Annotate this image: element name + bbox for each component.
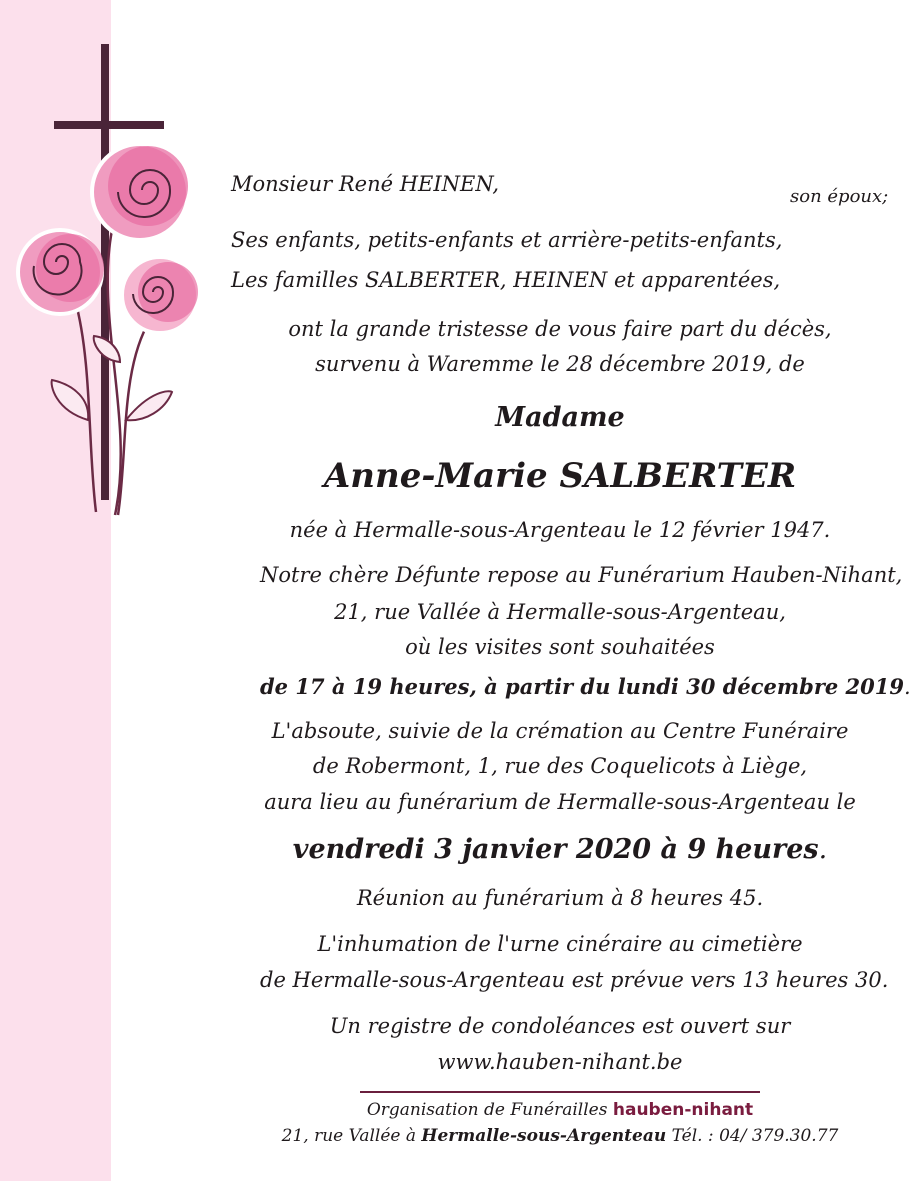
deceased-name: Anne-Marie SALBERTER [323, 456, 797, 496]
visitation-hours-line [260, 674, 911, 699]
footer-address-prefix: 21, rue Vallée à [281, 1126, 417, 1146]
footer-address-city: Hermalle-sous-Argenteau [421, 1126, 667, 1146]
ceremony-date-line [260, 834, 860, 865]
burial-line-1: L'inhumation de l'urne cinéraire au cimetière [317, 932, 803, 956]
announce-line-2: survenu à Waremme le 28 décembre 2019, de [315, 352, 805, 376]
visitation-line-2: 21, rue Vallée à Hermalle-sous-Argenteau, [334, 600, 786, 624]
ceremony-date: vendredi 3 janvier 2020 à 9 heures [292, 834, 819, 865]
footer-address [260, 1126, 860, 1146]
birth-line: née à Hermalle-sous-Argenteau le 12 février 1947. [289, 518, 831, 542]
husband-line: Monsieur René HEINEN, [231, 172, 500, 196]
announce-line-1: ont la grande tristesse de vous faire part du décès, [288, 317, 832, 341]
brand-logo: hauben-nihant [612, 1100, 754, 1120]
footer-org [260, 1100, 860, 1120]
ceremony-line-3: aura lieu au funérarium de Hermalle-sous-Argenteau le [264, 790, 856, 814]
visitation-hours-end: . [904, 675, 911, 699]
ceremony-line-2: de Robermont, 1, rue des Coquelicots à Liège, [312, 754, 808, 778]
deceased-title: Madame [495, 402, 625, 433]
registry-url[interactable]: www.hauben-nihant.be [437, 1050, 683, 1074]
visitation-line-1: Notre chère Défunte repose au Funérarium Hauben-Nihant, [260, 563, 903, 587]
families-line: Les familles SALBERTER, HEINEN et apparentées, [231, 268, 781, 292]
registry-line: Un registre de condoléances est ouvert sur [329, 1014, 791, 1038]
ceremony-line-1: L'absoute, suivie de la crémation au Centre Funéraire [271, 719, 849, 743]
meeting-line: Réunion au funérarium à 8 heures 45. [356, 886, 764, 910]
footer-org-prefix: Organisation de Funérailles [366, 1100, 608, 1120]
cross-and-roses-icon [0, 30, 220, 530]
visitation-hours: de 17 à 19 heures, à partir du lundi 30 décembre 2019 [260, 674, 904, 699]
footer-phone: Tél. : 04/ 379.30.77 [671, 1126, 839, 1146]
children-line: Ses enfants, petits-enfants et arrière-petits-enfants, [231, 228, 783, 252]
visitation-line-3: où les visites sont souhaitées [405, 635, 715, 659]
burial-line-2: de Hermalle-sous-Argenteau est prévue vers 13 heures 30. [260, 968, 889, 992]
footer-divider [360, 1091, 760, 1093]
husband-role: son époux; [790, 186, 889, 207]
ceremony-date-end: . [818, 834, 828, 865]
